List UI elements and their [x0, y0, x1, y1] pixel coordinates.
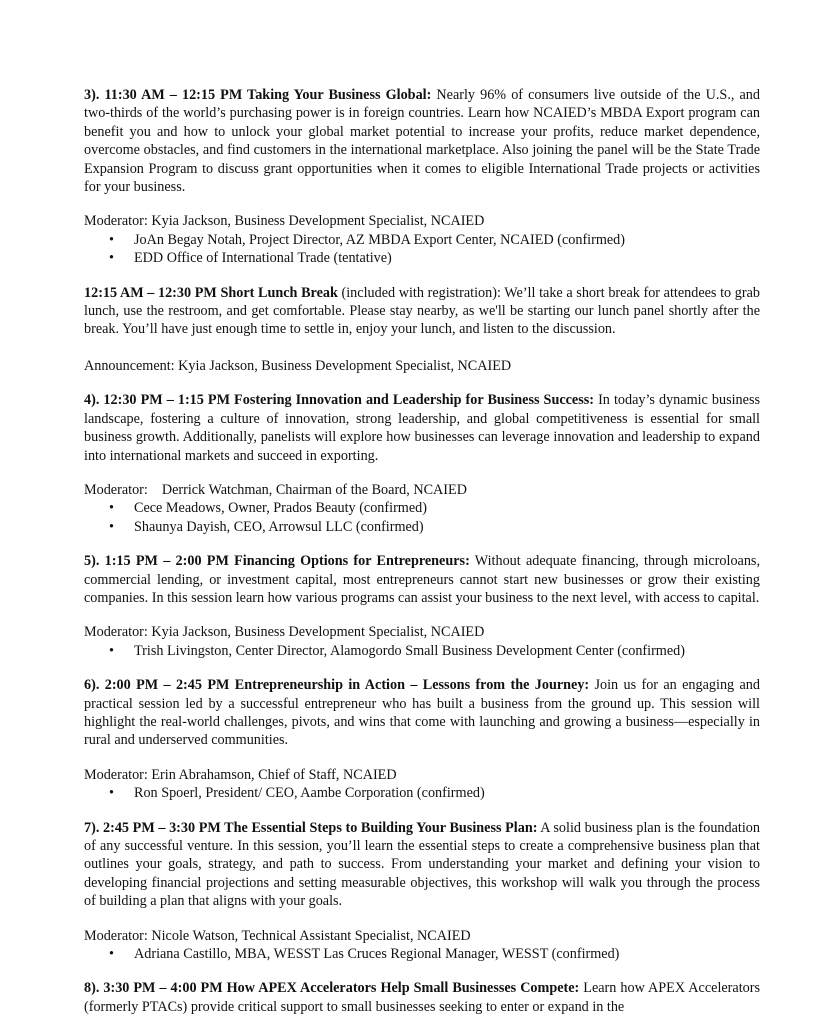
session-3-moderator: Moderator: Kyia Jackson, Business Development Specialist, NCAIED	[84, 213, 485, 230]
session-6-moderator: Moderator: Erin Abrahamson, Chief of Staff, NCAIED	[84, 766, 397, 783]
session-3-title: 3). 11:30 AM – 12:15 PM Taking Your Business Global:	[84, 87, 432, 103]
session-3-panelists	[84, 231, 760, 268]
session-7-panelists	[84, 945, 760, 963]
session-5-panelists	[84, 642, 760, 660]
session-4-moderator	[84, 481, 760, 499]
panelist-item: • Ron Spoerl, President/ CEO, Aambe Corporation (confirmed)	[84, 784, 760, 802]
lunch-break-announcement: Announcement: Kyia Jackson, Business Development Specialist, NCAIED	[84, 357, 512, 374]
session-7-paragraph	[84, 819, 760, 911]
lunch-break-description: (included with registration): We’ll take a short break for attendees to grab lunch, use the restroom, and get comfortable. Please stay nearby, as we'll be starting our lunch panel shortly after the break. You’ll have just enough time to settle in, enjoy your lunch, and listen to the discussion.	[84, 284, 760, 338]
session-8-paragraph	[84, 979, 760, 1016]
session-4-description: In today’s dynamic business landscape, fostering a culture of innovation, strong leadership, and global competitiveness is essential for small business growth. Additionally, panelists will explore how businesses can leverage innovation and leadership to expand into international markets and succeed in exporting.	[84, 392, 760, 464]
session-4-paragraph	[84, 391, 760, 465]
moderator-name: Derrick Watchman, Chairman of the Board, NCAIED	[161, 481, 467, 498]
session-5-description: Without adequate financing, through microloans, commercial lending, or investment capital, most entrepreneurs cannot start new businesses or grow their existing companies. In this session learn how various programs can assist your business to the next level, with access to capital.	[84, 553, 760, 606]
session-5-moderator: Moderator: Kyia Jackson, Business Development Specialist, NCAIED	[84, 624, 485, 641]
lunch-break-paragraph	[84, 284, 760, 339]
session-3-paragraph	[84, 86, 760, 196]
panelist-item: • EDD Office of International Trade (tentative)	[84, 249, 760, 267]
panelist-item: • Cece Meadows, Owner, Prados Beauty (confirmed)	[84, 499, 760, 517]
session-7-moderator: Moderator: Nicole Watson, Technical Assistant Specialist, NCAIED	[84, 927, 471, 944]
session-7-description: A solid business plan is the foundation of any successful venture. In this session, you’ll learn the essential steps to create a comprehensive business plan that outlines your goals, strategy, and path to success. From understanding your market and defining your vision to developing financial projections and setting measurable objectives, this workshop will walk you through the process of building a plan that aligns with your goals.	[84, 819, 760, 910]
agenda-content	[84, 86, 760, 1016]
session-6-description: Join us for an engaging and practical session led by a successful entrepreneur who has built a business from the ground up. This session will highlight the real-world challenges, pivots, and wins that come with launching and growing a business—especially in rural and underserved communities.	[84, 677, 760, 749]
session-6-panelists	[84, 784, 760, 802]
session-3-description: Nearly 96% of consumers live outside of the U.S., and two-thirds of the world’s purchasing power is in foreign countries. Learn how NCAIED’s MBDA Export program can benefit you and how to unlock your global market potential to increase your profits, reduce market dependence, overcome obstacles, and find customers in the international marketplace. Also joining the panel will be the State Trade Expansion Program to discuss grant opportunities when it comes to eligible International Trade projects or activities for your business.	[84, 87, 760, 196]
session-7-title: 7). 2:45 PM – 3:30 PM The Essential Steps to Building Your Business Plan:	[84, 819, 538, 836]
session-4-panelists	[84, 499, 760, 536]
session-5-paragraph	[84, 552, 760, 607]
panelist-item: • JoAn Begay Notah, Project Director, AZ MBDA Export Center, NCAIED (confirmed)	[84, 231, 760, 249]
panelist-item: • Adriana Castillo, MBA, WESST Las Cruces Regional Manager, WESST (confirmed)	[84, 945, 760, 963]
panelist-item: • Trish Livingston, Center Director, Alamogordo Small Business Development Center (confirmed)	[84, 642, 760, 660]
session-6-title: 6). 2:00 PM – 2:45 PM Entrepreneurship in Action – Lessons from the Journey:	[84, 677, 590, 694]
session-5-title: 5). 1:15 PM – 2:00 PM Financing Options for Entrepreneurs:	[84, 553, 470, 570]
session-6-paragraph	[84, 676, 760, 750]
panelist-item: • Shaunya Dayish, CEO, Arrowsul LLC (confirmed)	[84, 518, 760, 536]
lunch-break-title: 12:15 AM – 12:30 PM Short Lunch Break	[84, 284, 338, 301]
session-4-title: 4). 12:30 PM – 1:15 PM Fostering Innovation and Leadership for Business Success:	[84, 392, 594, 409]
session-8-description: Learn how APEX Accelerators (formerly PTACs) provide critical support to small businesses seeking to enter or expand in the	[84, 980, 760, 1015]
moderator-label: Moderator:	[84, 481, 148, 498]
session-8-title: 8). 3:30 PM – 4:00 PM How APEX Accelerators Help Small Businesses Compete:	[84, 980, 580, 997]
